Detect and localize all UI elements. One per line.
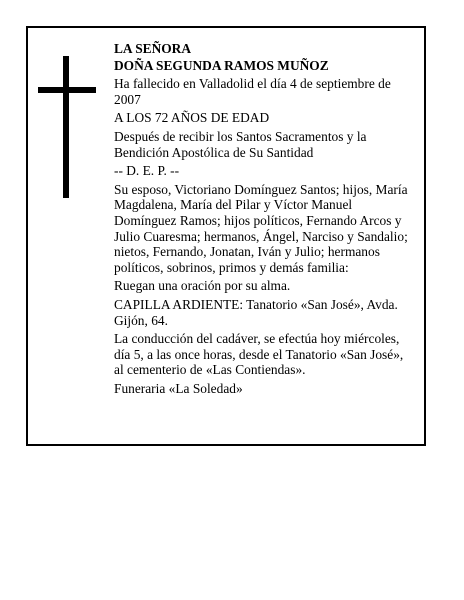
honorific: LA SEÑORA (114, 41, 192, 56)
death-statement: Ha fallecido en Valladolid el día 4 de septiembre de 2007 (114, 76, 391, 107)
family-list: Su esposo, Victoriano Domínguez Santos; hijos, María Magdalena, María del Pilar y Víctor Manuel Domínguez Ramos; hijos políticos, Fernando Arcos y Julio Cuaresma; hermanos, Ángel, Narciso y Sandalio; nietos, Fernando, Jonatan, Iván y Julio; hermanos políticos, sobrinos, primos y demás familia: (114, 181, 408, 275)
age-statement: A LOS 72 AÑOS DE EDAD (114, 110, 270, 126)
rip-line: -- D. E. P. -- (114, 163, 180, 179)
obituary-notice (26, 26, 426, 446)
cross-horizontal-bar (38, 87, 96, 93)
cross-vertical-bar (63, 56, 69, 198)
notice-text-block (114, 41, 414, 399)
prayer-request: Ruegan una oración por su alma. (114, 278, 291, 294)
deceased-name: DOÑA SEGUNDA RAMOS MUÑOZ (114, 57, 329, 73)
procession-info: La conducción del cadáver, se efectúa hoy miércoles, día 5, a las once horas, desde el Tanatorio «San José», al cementerio de «Las Contiendas». (114, 331, 404, 378)
sacraments-statement: Después de recibir los Santos Sacramentos y la Bendición Apostólica de Su Santidad (114, 128, 367, 160)
cross-icon (38, 56, 98, 198)
funeral-home: Funeraria «La Soledad» (114, 380, 243, 396)
chapel-info: CAPILLA ARDIENTE: Tanatorio «San José», Avda. Gijón, 64. (114, 296, 398, 328)
